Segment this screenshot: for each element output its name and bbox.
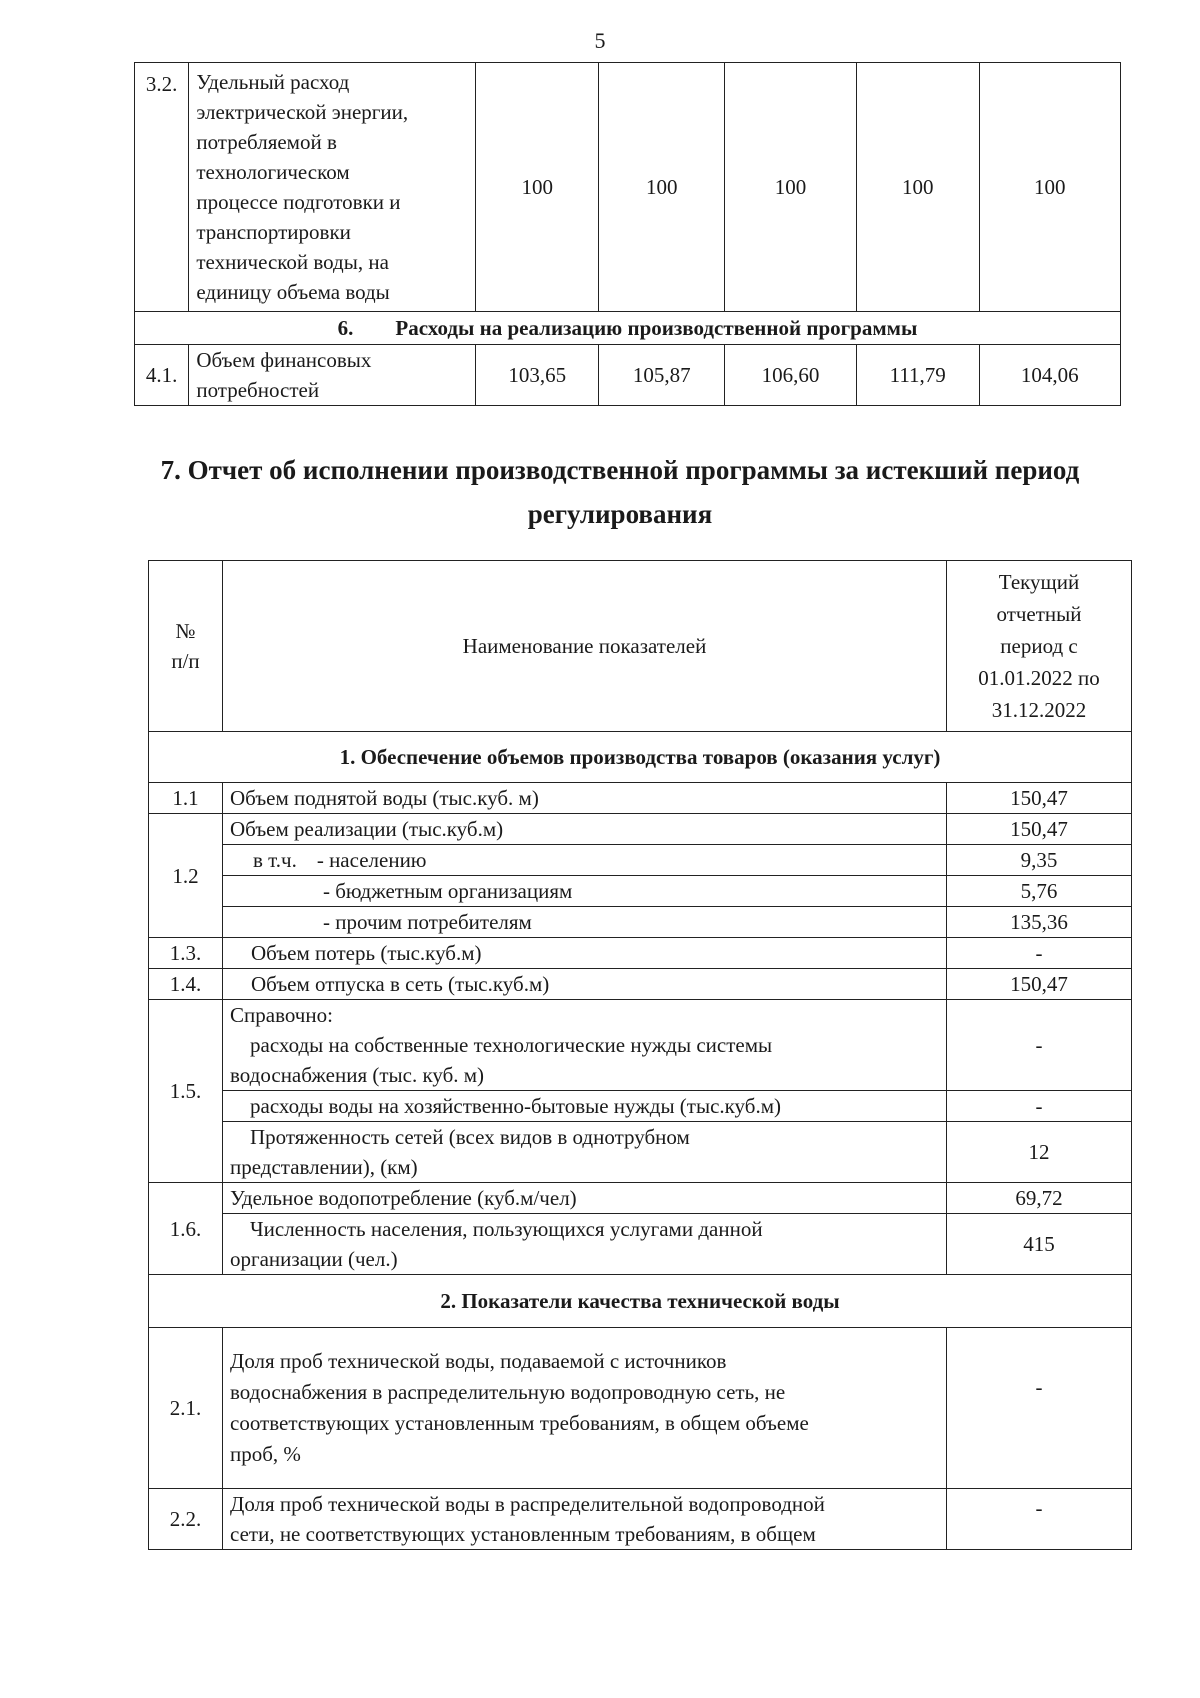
- name-line: представлении), (км): [230, 1155, 418, 1179]
- indicator-name: Объем потерь (тыс.куб.м): [223, 938, 947, 969]
- value-cell: 106,60: [725, 345, 857, 406]
- table-row: [149, 1000, 1132, 1091]
- value-cell: 69,72: [947, 1183, 1132, 1214]
- row-number: 1.2: [149, 814, 223, 938]
- section-title-line: 7. Отчет об исполнении производственной программы за истекший период: [160, 455, 1080, 485]
- row-number: 1.1: [149, 783, 223, 814]
- reference-label: Справочно:: [230, 1003, 333, 1027]
- name-line: процессе подготовки и: [196, 190, 401, 214]
- table-row: [135, 345, 1121, 406]
- name-line: Доля проб технической воды, подаваемой с источников: [230, 1349, 727, 1373]
- header-row: [149, 561, 1132, 732]
- value-cell: -: [947, 938, 1132, 969]
- indicator-subitem: - бюджетным организациям: [223, 876, 947, 907]
- indicator-name: [189, 345, 476, 406]
- row-number: 1.4.: [149, 969, 223, 1000]
- section-heading: 1. Обеспечение объемов производства товаров (оказания услуг): [149, 732, 1132, 783]
- section-row: [149, 732, 1132, 783]
- name-line: электрической энергии,: [196, 100, 409, 124]
- table-row: [149, 1328, 1132, 1489]
- header-period-line: отчетный: [996, 602, 1082, 626]
- value-cell: 104,06: [979, 345, 1120, 406]
- value-cell: 100: [476, 63, 599, 312]
- row-number: 2.1.: [149, 1328, 223, 1489]
- header-period: [947, 561, 1132, 732]
- value-cell: 135,36: [947, 907, 1132, 938]
- indicator-name: расходы воды на хозяйственно-бытовые нужды (тыс.куб.м): [223, 1091, 947, 1122]
- name-line: водоснабжения (тыс. куб. м): [230, 1063, 485, 1087]
- name-line: потребностей: [196, 378, 320, 402]
- indicator-name: [223, 1328, 947, 1489]
- name-line: Доля проб технической воды в распределительной водопроводной: [230, 1492, 825, 1516]
- name-line: Удельный расход: [196, 70, 350, 94]
- value-cell: 100: [599, 63, 725, 312]
- table-row: [149, 1214, 1132, 1275]
- value-cell: -: [947, 1489, 1132, 1550]
- section-title: [120, 448, 1120, 536]
- name-line: Протяженность сетей (всех видов в однотрубном: [250, 1125, 690, 1149]
- row-number: 1.5.: [149, 1000, 223, 1183]
- indicator-name: Объем поднятой воды (тыс.куб. м): [223, 783, 947, 814]
- value-cell: -: [947, 1091, 1132, 1122]
- table-row: [149, 938, 1132, 969]
- value-cell: 100: [979, 63, 1120, 312]
- table-row: [149, 814, 1132, 845]
- indicator-name: Объем реализации (тыс.куб.м): [223, 814, 947, 845]
- table-row: [149, 1489, 1132, 1550]
- table-row: [149, 969, 1132, 1000]
- name-line: технической воды, на: [196, 250, 389, 274]
- value-cell: 100: [856, 63, 979, 312]
- indicator-name: Удельное водопотребление (куб.м/чел): [223, 1183, 947, 1214]
- name-line: единицу объема воды: [196, 280, 390, 304]
- name-line: проб, %: [230, 1442, 301, 1466]
- section-heading: 2. Показатели качества технической воды: [149, 1275, 1132, 1328]
- indicator-name: [223, 1489, 947, 1550]
- value-cell: 150,47: [947, 783, 1132, 814]
- value-cell: 12: [947, 1122, 1132, 1183]
- row-number: 1.3.: [149, 938, 223, 969]
- value-cell: 5,76: [947, 876, 1132, 907]
- indicator-subitem: [223, 845, 947, 876]
- name-line: потребляемой в: [196, 130, 337, 154]
- table-row: [135, 63, 1121, 312]
- name-line: сети, не соответствующих установленным требованиям, в общем: [230, 1522, 816, 1546]
- name-line: расходы на собственные технологические нужды системы: [250, 1033, 773, 1057]
- header-indicator-name: Наименование показателей: [223, 561, 947, 732]
- table-row: [149, 907, 1132, 938]
- value-cell: 103,65: [476, 345, 599, 406]
- section-title-line: регулирования: [527, 499, 713, 529]
- production-program-table: [134, 62, 1121, 406]
- name-line: водоснабжения в распределительную водопроводную сеть, не: [230, 1380, 786, 1404]
- header-period-line: Текущий: [998, 570, 1080, 594]
- row-number: 2.2.: [149, 1489, 223, 1550]
- report-table: [148, 560, 1132, 1550]
- name-line: организации (чел.): [230, 1247, 398, 1271]
- indicator-name: [223, 1122, 947, 1183]
- name-line: соответствующих установленным требованиям, в общем объеме: [230, 1411, 809, 1435]
- value-cell: -: [947, 1328, 1132, 1489]
- value-cell: 150,47: [947, 969, 1132, 1000]
- header-period-line: 31.12.2022: [991, 698, 1087, 722]
- subitem-prefix: в т.ч.: [253, 848, 297, 872]
- table-row: [149, 876, 1132, 907]
- row-number: 4.1.: [135, 345, 189, 406]
- table-row: [149, 845, 1132, 876]
- table-row: [149, 1122, 1132, 1183]
- indicator-subitem: - прочим потребителям: [223, 907, 947, 938]
- value-cell: 415: [947, 1214, 1132, 1275]
- header-period-line: период с: [1000, 634, 1078, 658]
- indicator-name: [223, 1214, 947, 1275]
- value-cell: 150,47: [947, 814, 1132, 845]
- indicator-name: [189, 63, 476, 312]
- name-line: Объем финансовых: [196, 348, 372, 372]
- page-number: 5: [594, 28, 606, 53]
- header-number-line: №: [175, 619, 196, 643]
- table-row: [149, 1183, 1132, 1214]
- table-row: [149, 1091, 1132, 1122]
- section-row: [149, 1275, 1132, 1328]
- header-number: [149, 561, 223, 732]
- indicator-name: Объем отпуска в сеть (тыс.куб.м): [223, 969, 947, 1000]
- name-line: Численность населения, пользующихся услугами данной: [250, 1217, 763, 1241]
- row-number: 3.2.: [135, 63, 189, 312]
- value-cell: 9,35: [947, 845, 1132, 876]
- subitem-label: - населению: [316, 848, 427, 872]
- section-heading: 6. Расходы на реализацию производственной программы: [135, 312, 1121, 345]
- value-cell: 111,79: [856, 345, 979, 406]
- indicator-name: [223, 1000, 947, 1091]
- name-line: технологическом: [196, 160, 350, 184]
- value-cell: -: [947, 1000, 1132, 1091]
- section-row: [135, 312, 1121, 345]
- value-cell: 105,87: [599, 345, 725, 406]
- name-line: транспортировки: [196, 220, 351, 244]
- header-number-line: п/п: [171, 649, 200, 673]
- value-cell: 100: [725, 63, 857, 312]
- row-number: 1.6.: [149, 1183, 223, 1275]
- header-period-line: 01.01.2022 по: [978, 666, 1100, 690]
- table-row: [149, 783, 1132, 814]
